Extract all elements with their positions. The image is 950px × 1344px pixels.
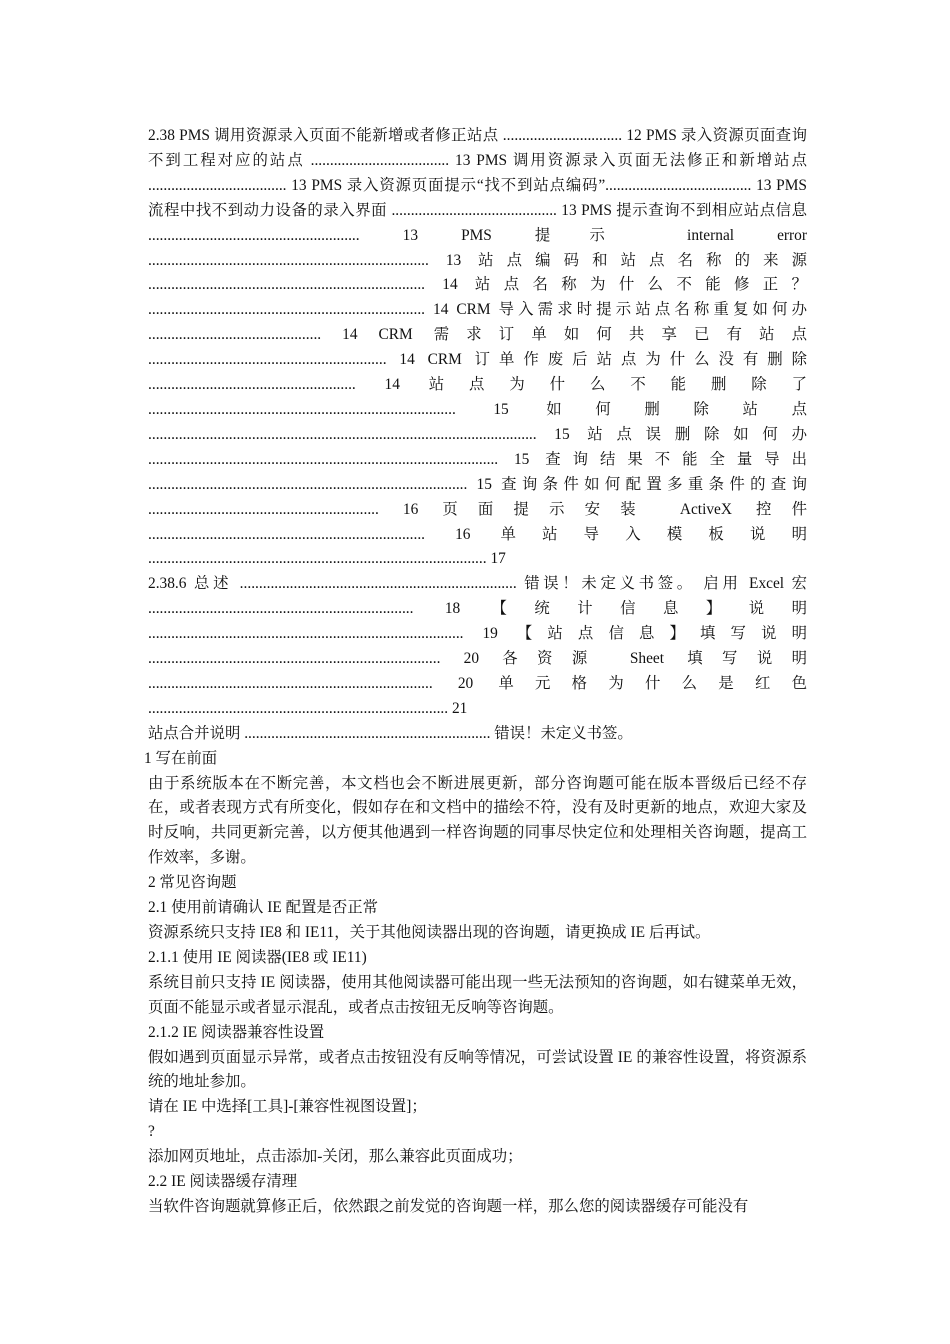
- toc-block-1[interactable]: 2.38 PMS 调用资源录入页面不能新增或者修正站点 ............................... 12 PMS 录入资源页面查询不到工程对应的站点 .................................... 13 PMS 调用资源录入页面无法修正和新增站点 .................................... 13 PMS 录入资源页面提示“找不到站点编码”...................................... 13 PMS 流程中找不到动力设备的录入界面 ........................................... 13 PMS 提示查询不到相应站点信息 ....................................................... 13 PMS 提示 internal error ......................................................................... 13 站点编码和站点名称的来源 ........................................................................ 14 站点名称为什么不能修正？ ........................................................................ 14 CRM 导入需求时提示站点名称重复如何办 ............................................. 14 CRM 需求订单如何共享已有站点 .............................................................. 14 CRM 订单作废后站点为什么没有删除 ...................................................... 14 站点为什么不能删除了 ................................................................................ 15 如何删除站点 ..................................................................................................... 15 站点误删除如何办 ........................................................................................... 15 查询结果不能全量导出 ................................................................................... 15 查询条件如何配置多重条件的查询 ............................................................ 16 页面提示安装 ActiveX 控件 ........................................................................ 16 单站导入模板说明 ........................................................................................ 17: [148, 127, 807, 568]
- image-placeholder: ?: [148, 1123, 155, 1141]
- paragraph: 添加网页地址，点击添加-关闭，那么兼容此页面成功；: [148, 1148, 523, 1166]
- section-heading-2-2: 2.2 IE 阅读器缓存清理: [148, 1173, 298, 1191]
- section-heading-2-1-2: 2.1.2 IE 阅读器兼容性设置: [148, 1023, 325, 1041]
- section-heading-2-1-1: 2.1.1 使用 IE 阅读器(IE8 或 IE11): [148, 948, 367, 966]
- toc-block-2[interactable]: 2.38.6 总述 ........................................................................ 错误！未定义书签。 启用 Excel 宏 ..................................................................... 18 【统计信息】说明 .................................................................................. 19 【站点信息】填写说明 ............................................................................ 20 各资源 Sheet 填写说明 .......................................................................... 20 单元格为什么是红色 .............................................................................. 21: [148, 575, 807, 717]
- table-of-contents: [144, 124, 807, 747]
- paragraph: 由于系统版本在不断完善，本文档也会不断进展更新，部分咨询题可能在版本晋级后已经不存在，或者表现方式有所变化，假如存在和文档中的描绘不符，没有及时更新的地点，欢迎大家及时反响，共同更新完善，以方便其他遇到一样咨询题的同事尽快定位和处理相关咨询题，提高工作效率，多谢。: [148, 774, 807, 867]
- section-heading-2-1: 2.1 使用前请确认 IE 配置是否正常: [148, 899, 378, 917]
- paragraph: 假如遇到页面显示异常，或者点击按钮没有反响等情况，可尝试设置 IE 的兼容性设置，将资源系统的地址参加。: [148, 1048, 807, 1091]
- document-page: [144, 124, 807, 1220]
- section-heading-1: 1 写在前面: [144, 749, 218, 767]
- paragraph: 当软件咨询题就算修正后，依然跟之前发觉的咨询题一样，那么您的阅读器缓存可能没有: [148, 1197, 749, 1215]
- paragraph: 系统目前只支持 IE 阅读器，使用其他阅读器可能出现一些无法预知的咨询题，如右键菜单无效，页面不能显示或者显示混乱，或者点击按钮无反响等咨询题。: [148, 973, 807, 1016]
- paragraph: 资源系统只支持 IE8 和 IE11，关于其他阅读器出现的咨询题，请更换成 IE 后再试。: [148, 924, 711, 941]
- toc-block-3[interactable]: 站点合并说明 ................................................................ 错误！未定义书签。: [148, 724, 633, 742]
- paragraph: 请在 IE 中选择[工具]-[兼容性视图设置]；: [148, 1098, 427, 1116]
- document-body: [144, 747, 807, 1220]
- section-heading-2: 2 常见咨询题: [148, 874, 237, 892]
